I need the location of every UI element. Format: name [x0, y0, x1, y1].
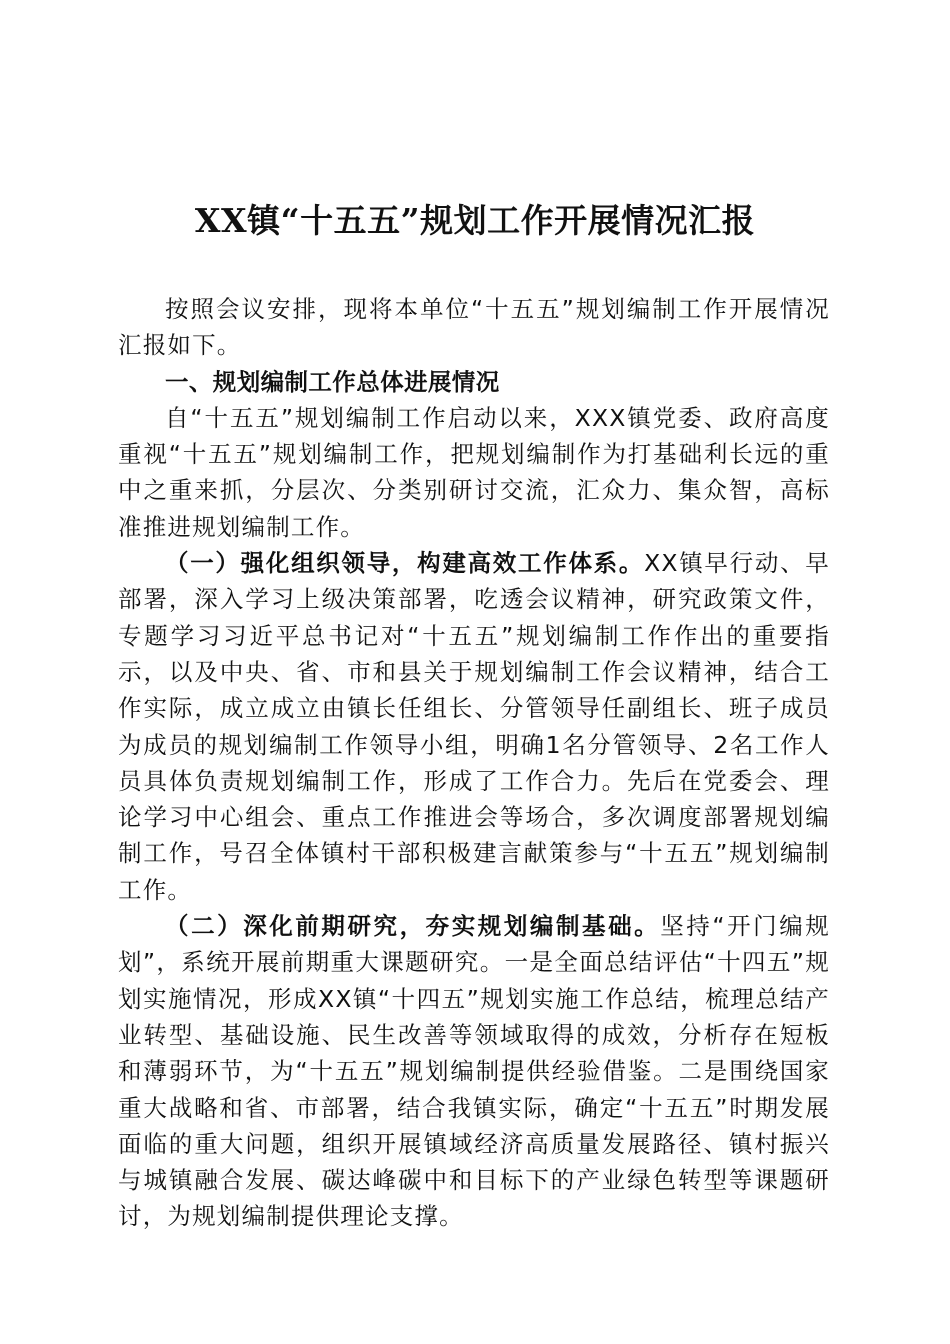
item-lead-2: （二）深化前期研究，夯实规划编制基础。	[165, 912, 661, 941]
item-body-1: XX镇早行动、早部署，深入学习上级决策部署，吃透会议精神，研究政策文件，专题学习习近平总书记对“十五五”规划编制工作作出的重要指示，以及中央、省、市和县关于规划编制工作会议精神，结合工作实际，成立成立由镇长任组长、分管领导任副组长、班子成员为成员的规划编制工作领导小组，明确1名分管领导、2名工作人员具体负责规划编制工作，形成了工作合力。先后在党委会、理论学习中心组会、重点工作推进会等场合，多次调度部署规划编制工作，号召全体镇村干部积极建言献策参与“十五五”规划编制工作。	[118, 549, 830, 904]
item-paragraph-1	[118, 545, 830, 908]
intro-paragraph: 按照会议安排，现将本单位“十五五”规划编制工作开展情况汇报如下。	[118, 295, 830, 360]
section-paragraph: 自“十五五”规划编制工作启动以来，XXX镇党委、政府高度重视“十五五”规划编制工作，把规划编制作为打基础利长远的重中之重来抓，分层次、分类别研讨交流，汇众力、集众智，高标准推进规划编制工作。	[118, 403, 830, 541]
item-body-2: 坚持“开门编规划”，系统开展前期重大课题研究。一是全面总结评估“十四五”规划实施情况，形成XX镇“十四五”规划实施工作总结，梳理总结产业转型、基础设施、民生改善等领域取得的成效，分析存在短板和薄弱环节，为“十五五”规划编制提供经验借鉴。二是围绕国家重大战略和省、市部署，结合我镇实际，确定“十五五”时期发展面临的重大问题，组织开展镇域经济高质量发展路径、镇村振兴与城镇融合发展、碳达峰碳中和目标下的产业绿色转型等课题研讨，为规划编制提供理论支撑。	[118, 912, 830, 1231]
document-body	[118, 291, 830, 1235]
document-title: XX镇“十五五”规划工作开展情况汇报	[194, 201, 756, 240]
item-paragraph-2	[118, 908, 830, 1235]
section-heading: 一、规划编制工作总体进展情况	[165, 367, 500, 396]
item-lead-1: （一）强化组织领导，构建高效工作体系。	[165, 549, 645, 578]
